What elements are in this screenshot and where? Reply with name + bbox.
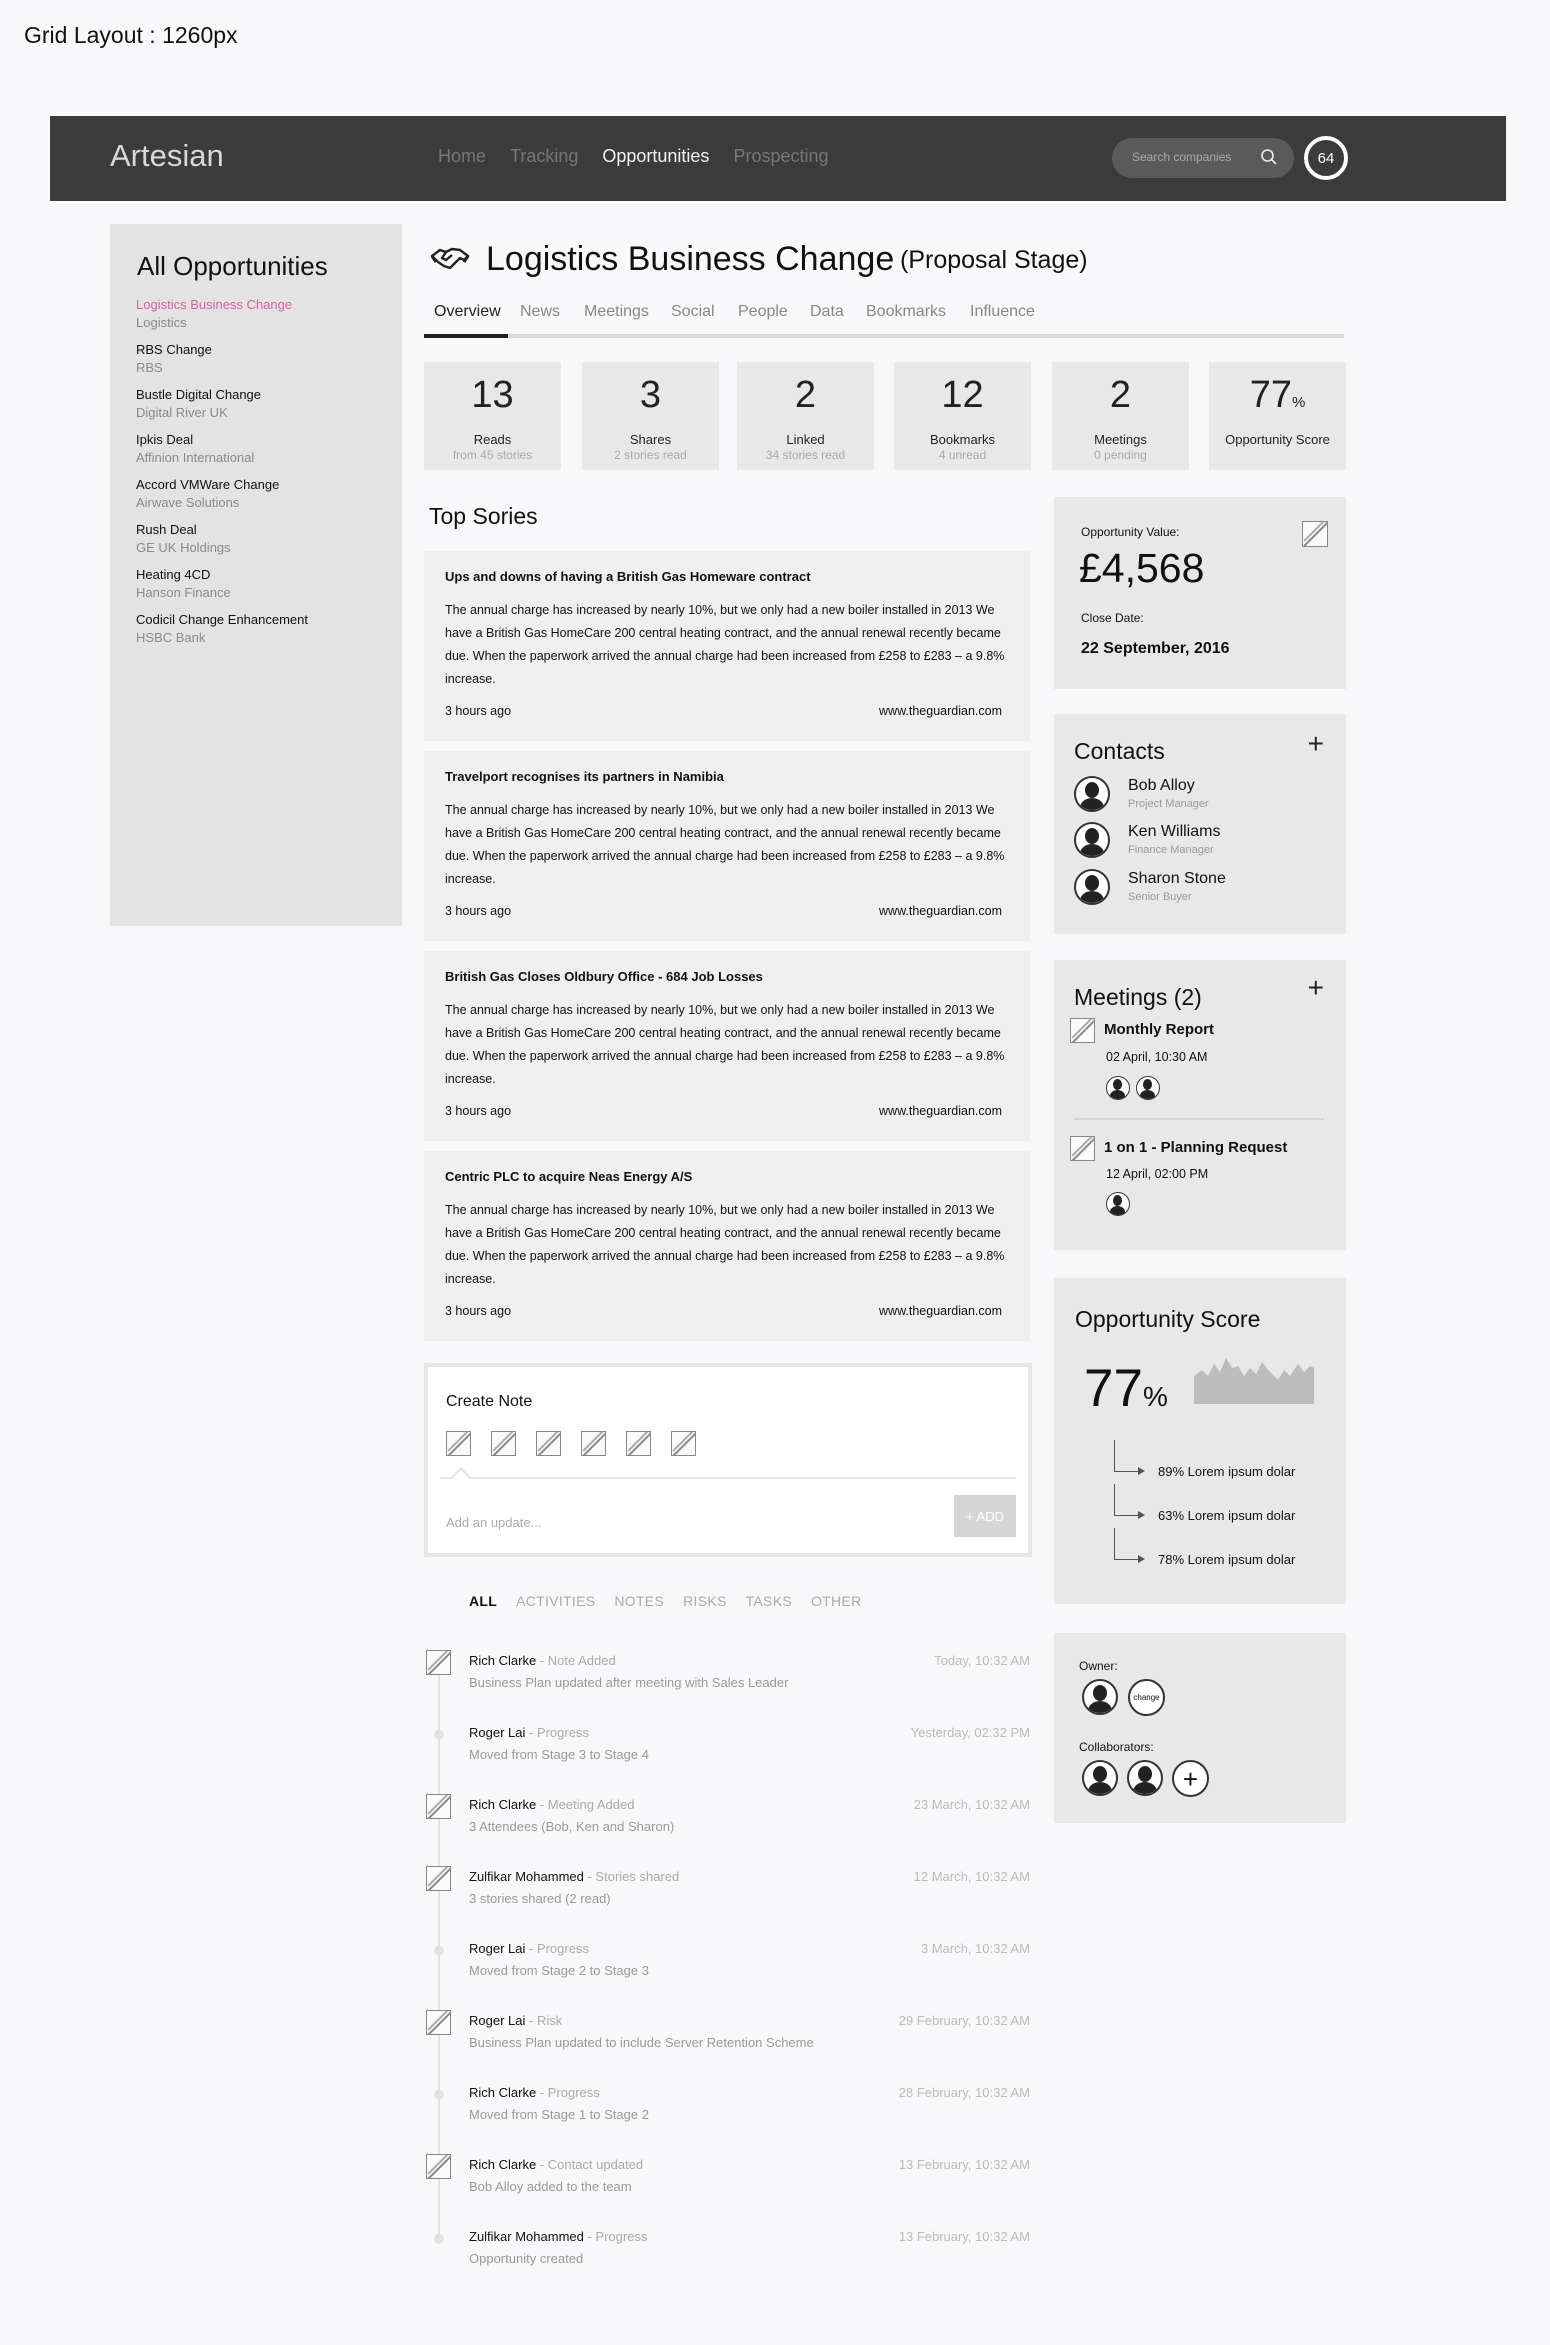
- meeting-date: 12 April, 02:00 PM: [1106, 1167, 1209, 1181]
- stat-value: 2: [1109, 374, 1132, 416]
- brand-logo[interactable]: Artesian: [110, 138, 224, 173]
- story-body: The annual charge has increased by nearly 10%, but we only had a new boiler installed in 2013 We have a British Gas HomeCare 200 central heating contract, and the annual renewal recently became due. When the paperwork arrived the annual charge had been increased from £258 to £283 – a 9.8% increase.: [445, 1203, 1005, 1286]
- tab-bookmarks[interactable]: Bookmarks: [866, 303, 947, 320]
- timeline-actor: [469, 2229, 647, 2244]
- contact-name: Ken Williams: [1128, 823, 1221, 840]
- sidebar-item-label: RBS Change: [136, 342, 212, 357]
- opportunity-value-label: Opportunity Value:: [1081, 525, 1180, 539]
- tab-people[interactable]: People: [738, 303, 788, 320]
- story-source-link[interactable]: www.theguardian.com: [879, 704, 1002, 718]
- story-title[interactable]: Ups and downs of having a British Gas Homeware contract: [445, 569, 811, 584]
- change-owner-button[interactable]: change: [1128, 1679, 1165, 1716]
- actor-name: Roger Lai: [469, 1941, 526, 1956]
- stat-value: 13: [471, 374, 514, 416]
- filter-risks[interactable]: RISKS: [683, 1593, 727, 1609]
- opportunity-value-panel: [1054, 497, 1346, 689]
- meeting-date: 02 April, 10:30 AM: [1106, 1050, 1208, 1064]
- sidebar-list: [136, 296, 308, 656]
- avatar: [1074, 869, 1110, 905]
- stat-value: 2: [794, 374, 817, 416]
- tab-social[interactable]: Social: [671, 303, 715, 320]
- risk-icon: [426, 2010, 451, 2035]
- note-type-icon[interactable]: [626, 1431, 651, 1456]
- tab-data[interactable]: Data: [810, 303, 844, 320]
- stat-unit: %: [1291, 394, 1306, 411]
- story-title[interactable]: British Gas Closes Oldbury Office - 684 Job Losses: [445, 969, 763, 984]
- stat-opportunity-score[interactable]: [1209, 362, 1346, 470]
- timeline-time: Today, 10:32 AM: [934, 1653, 1030, 1668]
- contact-role: Senior Buyer: [1128, 891, 1192, 903]
- sidebar-item-label: Bustle Digital Change: [136, 387, 262, 402]
- team-panel: [1054, 1633, 1346, 1823]
- share-icon: [426, 1866, 451, 1891]
- note-type-icon[interactable]: [671, 1431, 696, 1456]
- timeline-item[interactable]: [426, 2154, 1030, 2202]
- timeline-description: Business Plan updated after meeting with Sales Leader: [469, 1675, 789, 1690]
- avatar[interactable]: [1127, 1760, 1163, 1796]
- story-title[interactable]: Travelport recognises its partners in Namibia: [445, 769, 724, 784]
- sidebar-item-bustle-digital-change[interactable]: [136, 386, 308, 431]
- opportunity-score-value: [1084, 1358, 1168, 1419]
- timeline-time: 13 February, 10:32 AM: [898, 2157, 1030, 2172]
- story-card[interactable]: [424, 751, 1030, 941]
- filter-activities[interactable]: ACTIVITIES: [516, 1593, 596, 1609]
- actor-name: Zulfikar Mohammed: [469, 2229, 584, 2244]
- story-source-link[interactable]: www.theguardian.com: [879, 1304, 1002, 1318]
- meeting-title[interactable]: 1 on 1 - Planning Request: [1104, 1139, 1288, 1156]
- stat-label: Opportunity Score: [1225, 432, 1330, 447]
- top-navigation-bar: [50, 116, 1506, 201]
- avatar: [1074, 776, 1110, 812]
- add-note-button[interactable]: + ADD: [954, 1495, 1016, 1537]
- tab-influence[interactable]: Influence: [970, 303, 1035, 320]
- elbow-arrow-icon: [1114, 1484, 1140, 1516]
- stat-bookmarks[interactable]: [894, 362, 1031, 470]
- timeline-time: 23 March, 10:32 AM: [913, 1797, 1030, 1812]
- timeline-description: Moved from Stage 1 to Stage 2: [469, 2107, 649, 2122]
- stat-sublabel: 34 stories read: [765, 448, 846, 462]
- add-contact-button[interactable]: +: [1307, 728, 1324, 759]
- actor-name: Zulfikar Mohammed: [469, 1869, 584, 1884]
- timeline-time: 13 February, 10:32 AM: [898, 2229, 1030, 2244]
- story-time: 3 hours ago: [445, 704, 512, 718]
- meetings-title: Meetings (2): [1074, 984, 1202, 1010]
- timeline-item[interactable]: [426, 1722, 1030, 1770]
- meeting-attendees: [1106, 1076, 1160, 1100]
- nav-opportunities[interactable]: Opportunities: [602, 146, 710, 166]
- score-breakdown-text: 78% Lorem ipsum dolar: [1158, 1552, 1296, 1567]
- activity-type: - Meeting Added: [536, 1797, 635, 1812]
- stat-shares[interactable]: [582, 362, 719, 470]
- meeting-title[interactable]: Monthly Report: [1104, 1021, 1214, 1038]
- timeline-description: Business Plan updated to include Server Retention Scheme: [469, 2035, 814, 2050]
- arrow-head-icon: [1138, 1511, 1145, 1519]
- collaborators-label: Collaborators:: [1079, 1740, 1154, 1754]
- elbow-arrow-icon: [1114, 1440, 1140, 1472]
- active-tab-indicator: [424, 334, 508, 338]
- stat-label: Reads: [473, 432, 512, 447]
- close-date-label: Close Date:: [1081, 611, 1144, 625]
- sidebar-title: All Opportunities: [137, 251, 328, 281]
- timeline-actor: [469, 1941, 589, 1956]
- timeline-time: 3 March, 10:32 AM: [920, 1941, 1030, 1956]
- meeting-attendees: [1106, 1192, 1130, 1216]
- contact-icon: [426, 2154, 451, 2179]
- sidebar-item-label: Codicil Change Enhancement: [136, 612, 308, 627]
- stat-label: Linked: [786, 432, 825, 447]
- sidebar-item-company: Digital River UK: [136, 405, 228, 420]
- story-body: The annual charge has increased by nearly 10%, but we only had a new boiler installed in 2013 We have a British Gas HomeCare 200 central heating contract, and the annual renewal recently became due. When the paperwork arrived the annual charge had been increased from £258 to £283 – a 9.8% increase.: [445, 1003, 1005, 1086]
- timeline-item[interactable]: [426, 1866, 1030, 1914]
- sidebar-item-accord-vmware-change[interactable]: [136, 476, 308, 521]
- score-breakdown-text: 63% Lorem ipsum dolar: [1158, 1508, 1296, 1523]
- note-pointer: [451, 1467, 471, 1487]
- activity-filters: [469, 1593, 880, 1609]
- stat-reads[interactable]: [424, 362, 561, 470]
- meeting-icon: [426, 1794, 451, 1819]
- progress-dot-icon: [434, 2234, 444, 2244]
- contact-item[interactable]: [1074, 776, 1324, 820]
- stat-sublabel: from 45 stories: [452, 448, 533, 462]
- sidebar-item-company: Logistics: [136, 315, 187, 330]
- meeting-icon: [1070, 1136, 1095, 1161]
- story-card[interactable]: [424, 551, 1030, 741]
- avatar[interactable]: [1082, 1679, 1118, 1715]
- filter-all[interactable]: ALL: [469, 1593, 498, 1609]
- score-sparkline: [1194, 1354, 1314, 1404]
- score-breakdown-row: [1114, 1484, 1314, 1528]
- timeline-item[interactable]: [426, 1794, 1030, 1842]
- contact-item[interactable]: [1074, 822, 1324, 866]
- avatar[interactable]: [1082, 1760, 1118, 1796]
- story-time: 3 hours ago: [445, 1304, 512, 1318]
- timeline-item[interactable]: [426, 1938, 1030, 1986]
- activity-type: - Risk: [525, 2013, 563, 2028]
- sidebar-item-company: GE UK Holdings: [136, 540, 231, 555]
- add-meeting-button[interactable]: +: [1307, 972, 1324, 1003]
- timeline-time: 28 February, 10:32 AM: [898, 2085, 1030, 2100]
- search-placeholder: Search companies: [1132, 150, 1232, 164]
- timeline-time: Yesterday, 02:32 PM: [910, 1725, 1030, 1740]
- stat-value: 3: [639, 374, 662, 416]
- score-breakdown-text: 89% Lorem ipsum dolar: [1158, 1464, 1296, 1479]
- note-type-icon[interactable]: [446, 1431, 471, 1456]
- tab-meetings[interactable]: Meetings: [584, 303, 649, 320]
- score-number: 77: [1084, 1359, 1143, 1418]
- contacts-panel: [1054, 714, 1346, 934]
- story-title[interactable]: Centric PLC to acquire Neas Energy A/S: [445, 1169, 693, 1184]
- tab-bar: [424, 300, 1344, 338]
- timeline-actor: [469, 2157, 643, 2172]
- sidebar-item-rush-deal[interactable]: [136, 521, 308, 566]
- stat-label: Shares: [629, 432, 672, 447]
- timeline-description: Moved from Stage 2 to Stage 3: [469, 1963, 649, 1978]
- notification-badge[interactable]: 64: [1304, 136, 1348, 180]
- progress-dot-icon: [434, 1946, 444, 1956]
- timeline-actor: [469, 2085, 600, 2100]
- story-time: 3 hours ago: [445, 1104, 512, 1118]
- sidebar-item-company: Hanson Finance: [136, 585, 231, 600]
- create-note-panel: [424, 1363, 1032, 1557]
- timeline-actor: [469, 1869, 679, 1884]
- search-input[interactable]: [1112, 138, 1294, 178]
- main-nav: [438, 146, 853, 167]
- add-collaborator-button[interactable]: +: [1172, 1760, 1209, 1797]
- create-note-title: Create Note: [446, 1393, 533, 1410]
- stat-value: 12: [941, 374, 984, 416]
- sidebar-item-codicil-change-enhancement[interactable]: [136, 611, 308, 656]
- activity-type: - Progress: [525, 1941, 589, 1956]
- sidebar-item-label: Accord VMWare Change: [136, 477, 280, 492]
- story-card[interactable]: [424, 1151, 1030, 1341]
- sidebar-item-heating-4cd[interactable]: [136, 566, 308, 611]
- meeting-icon: [1070, 1018, 1095, 1043]
- actor-name: Rich Clarke: [469, 2157, 537, 2172]
- actor-name: Roger Lai: [469, 2013, 526, 2028]
- meeting-divider: [1074, 1118, 1324, 1120]
- contact-role: Finance Manager: [1128, 844, 1214, 856]
- contact-name: Sharon Stone: [1128, 870, 1226, 887]
- filter-notes[interactable]: NOTES: [614, 1593, 665, 1609]
- filter-other[interactable]: OTHER: [810, 1593, 862, 1609]
- activity-type: - Contact updated: [536, 2157, 644, 2172]
- timeline-actor: [469, 1653, 616, 1668]
- story-card[interactable]: [424, 951, 1030, 1141]
- timeline-item[interactable]: [426, 2010, 1030, 2058]
- stat-linked[interactable]: [737, 362, 874, 470]
- actor-name: Rich Clarke: [469, 2085, 537, 2100]
- sidebar-item-company: RBS: [136, 360, 163, 375]
- timeline-description: Moved from Stage 3 to Stage 4: [469, 1747, 649, 1762]
- note-type-icon[interactable]: [491, 1431, 516, 1456]
- progress-dot-icon: [434, 1730, 444, 1740]
- score-breakdown-row: [1114, 1440, 1314, 1484]
- meetings-panel: [1054, 960, 1346, 1250]
- contact-name: Bob Alloy: [1128, 777, 1195, 794]
- actor-name: Rich Clarke: [469, 1797, 537, 1812]
- handshake-icon: [430, 244, 470, 276]
- close-date: 22 September, 2016: [1081, 640, 1230, 657]
- story-body: The annual charge has increased by nearly 10%, but we only had a new boiler installed in 2013 We have a British Gas HomeCare 200 central heating contract, and the annual renewal recently became due. When the paperwork arrived the annual charge had been increased from £258 to £283 – a 9.8% increase.: [445, 803, 1005, 886]
- sidebar-item-label: Rush Deal: [136, 522, 197, 537]
- timeline-actor: [469, 1797, 634, 1812]
- timeline-description: 3 Attendees (Bob, Ken and Sharon): [469, 1819, 675, 1834]
- tab-overview[interactable]: Overview: [434, 303, 501, 320]
- timeline-description: 3 stories shared (2 read): [469, 1891, 611, 1906]
- tab-news[interactable]: News: [520, 303, 561, 320]
- timeline-time: 29 February, 10:32 AM: [898, 2013, 1030, 2028]
- activity-type: - Note Added: [536, 1653, 616, 1668]
- sidebar-item-logistics-business-change[interactable]: [136, 296, 308, 341]
- owner-label: Owner:: [1079, 1659, 1118, 1673]
- score-unit: %: [1142, 1381, 1168, 1412]
- calendar-icon[interactable]: [1302, 521, 1328, 547]
- activity-type: - Progress: [525, 1725, 589, 1740]
- stat-label: Meetings: [1094, 432, 1147, 447]
- progress-dot-icon: [434, 2090, 444, 2100]
- sidebar-item-rbs-change[interactable]: [136, 341, 308, 386]
- avatar: [1074, 822, 1110, 858]
- timeline-item[interactable]: [426, 2226, 1030, 2274]
- opportunities-sidebar: [110, 224, 402, 926]
- stat-value: [1209, 374, 1346, 417]
- stat-sublabel: 0 pending: [1094, 448, 1147, 462]
- note-type-icon[interactable]: [581, 1431, 606, 1456]
- actor-name: Rich Clarke: [469, 1653, 537, 1668]
- stat-sublabel: 4 unread: [938, 448, 987, 462]
- timeline-time: 12 March, 10:32 AM: [913, 1869, 1030, 1884]
- opportunity-score-panel: [1054, 1278, 1346, 1604]
- opportunity-value: £4,568: [1079, 545, 1205, 591]
- note-type-icons: [446, 1431, 696, 1456]
- nav-home[interactable]: Home: [438, 146, 487, 166]
- nav-tracking[interactable]: Tracking: [510, 146, 579, 166]
- stat-meetings[interactable]: [1052, 362, 1189, 470]
- timeline-actor: [469, 2013, 562, 2028]
- sidebar-item-label: Heating 4CD: [136, 567, 211, 582]
- stat-number: 77: [1249, 374, 1292, 416]
- note-icon: [426, 1650, 451, 1675]
- activity-type: - Progress: [536, 2085, 600, 2100]
- timeline-description: Opportunity created: [469, 2251, 584, 2266]
- note-type-icon[interactable]: [536, 1431, 561, 1456]
- sidebar-item-company: Airwave Solutions: [136, 495, 240, 510]
- activity-type: - Stories shared: [583, 1869, 680, 1884]
- top-stories-title: Top Sories: [429, 503, 538, 529]
- activity-type: - Progress: [583, 2229, 648, 2244]
- sidebar-item-company: Affinion International: [136, 450, 255, 465]
- note-update-input[interactable]: Add an update...: [446, 1515, 542, 1530]
- story-source-link[interactable]: www.theguardian.com: [879, 904, 1002, 918]
- stage-label: (Proposal Stage): [900, 246, 1088, 274]
- filter-tasks[interactable]: TASKS: [745, 1593, 792, 1609]
- score-breakdown-row: [1114, 1528, 1314, 1572]
- stat-label: Bookmarks: [929, 432, 996, 447]
- contact-role: Project Manager: [1128, 798, 1209, 810]
- timeline-item[interactable]: [426, 1650, 1030, 1698]
- timeline-description: Bob Alloy added to the team: [469, 2179, 632, 2194]
- avatar: [1106, 1076, 1130, 1100]
- contacts-title: Contacts: [1074, 738, 1165, 764]
- arrow-head-icon: [1138, 1467, 1145, 1475]
- opportunity-score-title: Opportunity Score: [1075, 1306, 1261, 1332]
- grid-layout-label: Grid Layout : 1260px: [24, 22, 238, 48]
- stat-sublabel: 2 stories read: [614, 448, 687, 462]
- search-icon[interactable]: [1260, 148, 1278, 166]
- timeline-actor: [469, 1725, 589, 1740]
- actor-name: Roger Lai: [469, 1725, 526, 1740]
- nav-prospecting[interactable]: Prospecting: [733, 146, 829, 166]
- story-time: 3 hours ago: [445, 904, 512, 918]
- contact-item[interactable]: [1074, 869, 1324, 913]
- avatar: [1136, 1076, 1160, 1100]
- sidebar-item-label: Logistics Business Change: [136, 297, 293, 312]
- sidebar-item-company: HSBC Bank: [136, 630, 206, 645]
- sidebar-item-ipkis-deal[interactable]: [136, 431, 308, 476]
- arrow-head-icon: [1138, 1555, 1145, 1563]
- story-source-link[interactable]: www.theguardian.com: [879, 1104, 1002, 1118]
- elbow-arrow-icon: [1114, 1528, 1140, 1560]
- sidebar-item-label: Ipkis Deal: [136, 432, 194, 447]
- note-divider: [440, 1477, 1016, 1479]
- avatar: [1106, 1192, 1130, 1216]
- story-body: The annual charge has increased by nearly 10%, but we only had a new boiler installed in 2013 We have a British Gas HomeCare 200 central heating contract, and the annual renewal recently became due. When the paperwork arrived the annual charge had been increased from £258 to £283 – a 9.8% increase.: [445, 603, 1005, 686]
- timeline-item[interactable]: [426, 2082, 1030, 2130]
- page-title: Logistics Business Change: [486, 240, 895, 278]
